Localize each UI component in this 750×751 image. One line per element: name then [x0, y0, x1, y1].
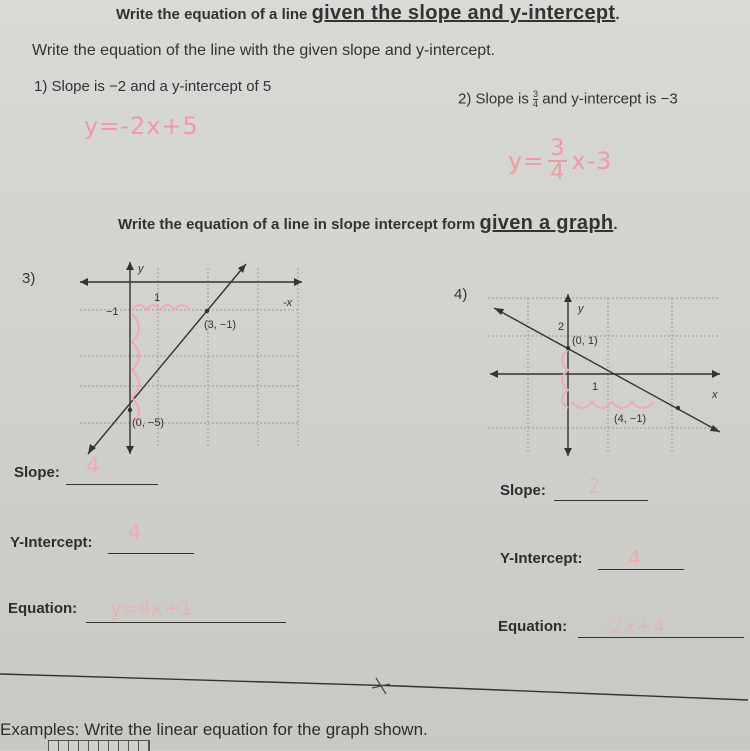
- equation-label-4: Equation:: [498, 618, 568, 635]
- x-axis-label: -x: [283, 297, 293, 309]
- y-intercept-label-4: Y-Intercept:: [500, 550, 583, 567]
- tick-label-1: 1: [154, 292, 161, 304]
- section-2-prefix: Write the equation of a line in slope intercept form: [118, 216, 476, 233]
- pencil-run-marks: [132, 305, 190, 310]
- x-axis-arrow-right: [712, 370, 720, 378]
- fraction-denominator: 4: [533, 99, 539, 109]
- slope-label-4: Slope:: [500, 482, 546, 499]
- tick-label-1: 1: [592, 381, 599, 393]
- point-label-a: (3, −1): [204, 319, 237, 331]
- point-4-neg1: [676, 406, 680, 410]
- section-2-emphasis: given a graph: [479, 212, 614, 234]
- graph-3: [80, 258, 310, 458]
- y-intercept-blank-3[interactable]: [108, 553, 194, 554]
- x-axis-label: x: [712, 389, 718, 401]
- worksheet-title: [116, 2, 620, 25]
- point-label-b: (4, −1): [614, 413, 647, 425]
- y-axis-arrow-up: [126, 262, 134, 270]
- point-0-neg5: [128, 408, 132, 412]
- equation-label-3: Equation:: [8, 600, 78, 617]
- section-2-end: .: [613, 216, 618, 233]
- graph-4: [488, 292, 728, 462]
- y-axis-label: y: [578, 303, 584, 315]
- problem-1-text: 1) Slope is −2 and a y-intercept of 5: [34, 78, 272, 95]
- y-axis-arrow-down: [564, 448, 572, 456]
- slope-label-3: Slope:: [14, 464, 60, 481]
- instructions: Write the equation of the line with the given slope and y-intercept.: [32, 42, 496, 59]
- equation-answer-4: -2x+4: [604, 614, 666, 638]
- point-3-neg1: [205, 309, 209, 313]
- answer-numerator: 3: [550, 136, 566, 161]
- y-intercept-answer-4: 4: [628, 546, 641, 570]
- section-2-title: [118, 212, 618, 235]
- y-intercept-label-3: Y-Intercept:: [10, 534, 93, 551]
- y-intercept-answer-3: 4: [128, 520, 141, 544]
- problem-2-prefix: 2) Slope is: [458, 90, 529, 108]
- point-label-b: (0, −5): [132, 417, 165, 429]
- graph-4-grid: [488, 298, 720, 452]
- problem-1-answer: y=-2x+5: [84, 112, 199, 140]
- pencil-rise-marks: [562, 350, 568, 408]
- problem-3-number: 3): [22, 270, 36, 287]
- example-graph-top: [48, 740, 150, 751]
- equation-blank-3[interactable]: [86, 622, 286, 623]
- problem-2-answer: [508, 138, 612, 184]
- equation-answer-3: y=4x+1: [110, 596, 193, 620]
- title-emphasis: given the slope and y-intercept: [311, 2, 616, 24]
- answer-suffix: x-3: [571, 147, 613, 175]
- problem-2-fraction: [533, 90, 538, 109]
- answer-fraction: [548, 138, 567, 184]
- problem-4-number: 4): [454, 286, 468, 303]
- y-axis-label: y: [138, 263, 144, 275]
- pencil-run-marks: [572, 402, 654, 408]
- point-0-1: [566, 346, 570, 350]
- x-axis-arrow-left: [80, 278, 88, 286]
- slope-answer-4: 2: [588, 474, 601, 498]
- graph-3-grid: [80, 268, 300, 448]
- pencil-rise-marks: [132, 314, 139, 424]
- examples-heading: Examples: Write the linear equation for the graph shown.: [0, 720, 428, 739]
- problem-2-suffix: and y-intercept is −3: [542, 90, 678, 108]
- title-prefix: Write the equation of a line: [116, 6, 308, 23]
- point-label-a: (0, 1): [572, 335, 598, 347]
- slope-blank-4[interactable]: [554, 500, 648, 501]
- problem-2-text: [458, 90, 678, 109]
- tick-label-neg1: −1: [106, 306, 119, 318]
- graph-3-line: [88, 264, 246, 454]
- x-axis-arrow-left: [490, 370, 498, 378]
- fraction-numerator: 3: [533, 89, 539, 99]
- answer-prefix: y=: [508, 147, 545, 175]
- title-end: .: [615, 6, 620, 23]
- section-divider: [0, 660, 750, 710]
- y-axis-arrow-down: [126, 446, 134, 454]
- line-arrow-top: [494, 308, 504, 315]
- line-arrow-bottom: [710, 425, 720, 432]
- y-intercept-blank-4[interactable]: [598, 569, 684, 570]
- slope-blank-3[interactable]: [66, 484, 158, 485]
- tick-label-2: 2: [558, 321, 565, 333]
- answer-denominator: 4: [550, 160, 566, 185]
- slope-answer-3: 4: [86, 454, 100, 479]
